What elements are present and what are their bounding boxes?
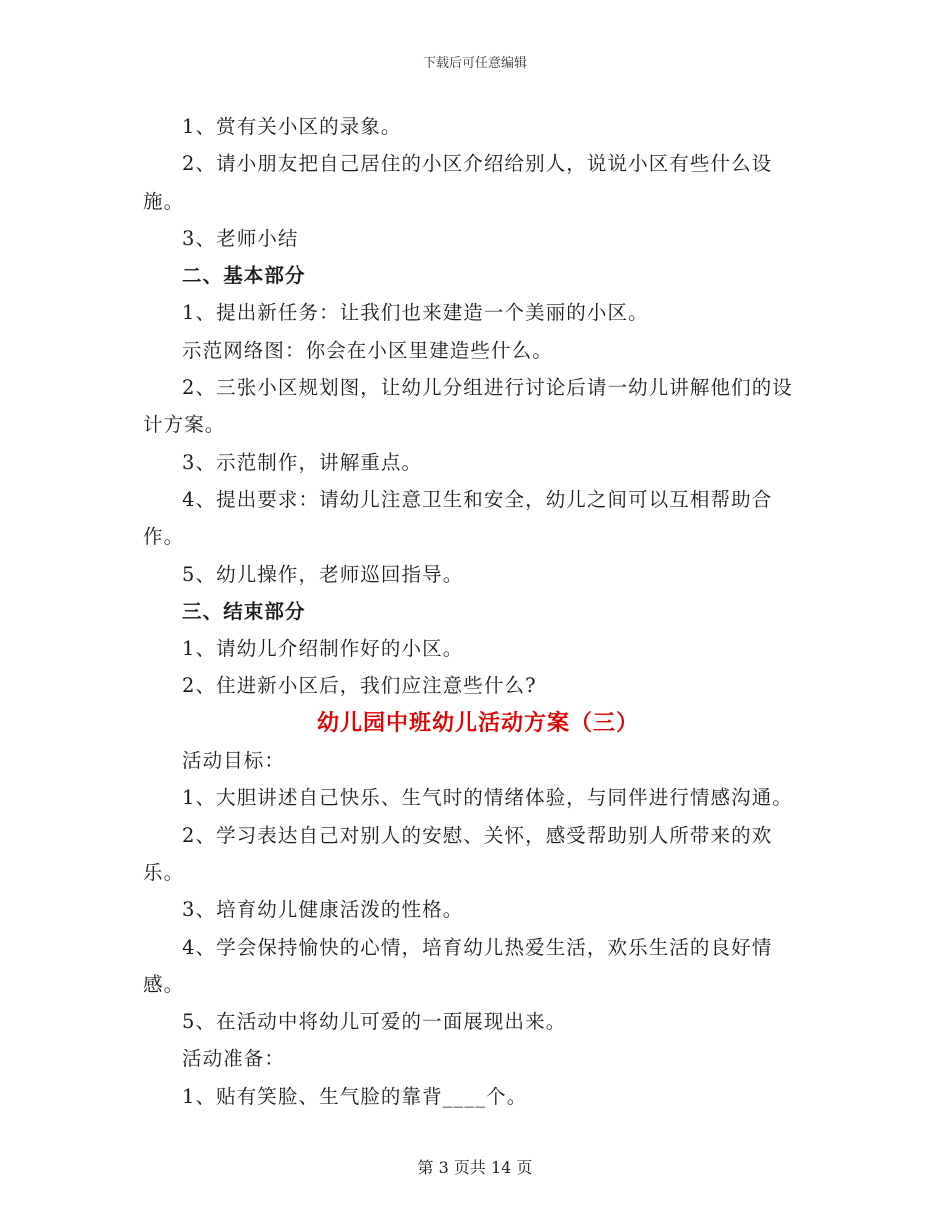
section-title: 幼儿园中班幼儿活动方案（三） [316, 709, 639, 736]
paragraph: 2、学习表达自己对别人的安慰、关怀，感受帮助别人所带来的欢乐。 [143, 823, 773, 884]
paragraph: 1、提出新任务：让我们也来建造一个美丽的小区。 [182, 301, 649, 325]
paragraph: 5、在活动中将幼儿可爱的一面展现出来。 [182, 1010, 567, 1034]
page-footer: 第 3 页共 14 页 [417, 1158, 533, 1177]
paragraph: 示范网络图：你会在小区里建造些什么。 [182, 338, 553, 362]
paragraph: 1、贴有笑脸、生气脸的靠背____个。 [182, 1084, 528, 1108]
paragraph: 4、提出要求：请幼儿注意卫生和安全，幼儿之间可以互相帮助合作。 [143, 487, 773, 549]
paragraph: 5、幼儿操作，老师巡回指导。 [182, 562, 464, 586]
page-header: 下载后可任意编辑 [422, 56, 527, 71]
paragraph: 1、请幼儿介绍制作好的小区。 [182, 637, 464, 661]
document-body [143, 108, 813, 1115]
paragraph: 3、老师小结 [182, 226, 299, 250]
paragraph: 2、住进新小区后，我们应注意些什么? [182, 674, 537, 698]
paragraph: 2、请小朋友把自己居住的小区介绍给别人，说说小区有些什么设施。 [143, 152, 773, 213]
section-heading: 三、结束部分 [182, 599, 306, 623]
paragraph: 1、大胆讲述自己快乐、生气时的情绪体验，与同伴进行情感沟通。 [182, 786, 793, 810]
paragraph: 4、学会保持愉快的心情，培育幼儿热爱生活，欢乐生活的良好情感。 [143, 935, 773, 996]
section-heading: 二、基本部分 [182, 264, 306, 288]
paragraph: 活动准备： [182, 1047, 286, 1071]
paragraph: 1、赏有关小区的录象。 [182, 115, 402, 138]
paragraph: 活动目标： [182, 749, 286, 773]
paragraph: 3、示范制作，讲解重点。 [182, 450, 423, 474]
paragraph: 3、培育幼儿健康活泼的性格。 [182, 898, 464, 922]
paragraph: 2、三张小区规划图，让幼儿分组进行讨论后请一幼儿讲解他们的设计方案。 [143, 376, 793, 437]
